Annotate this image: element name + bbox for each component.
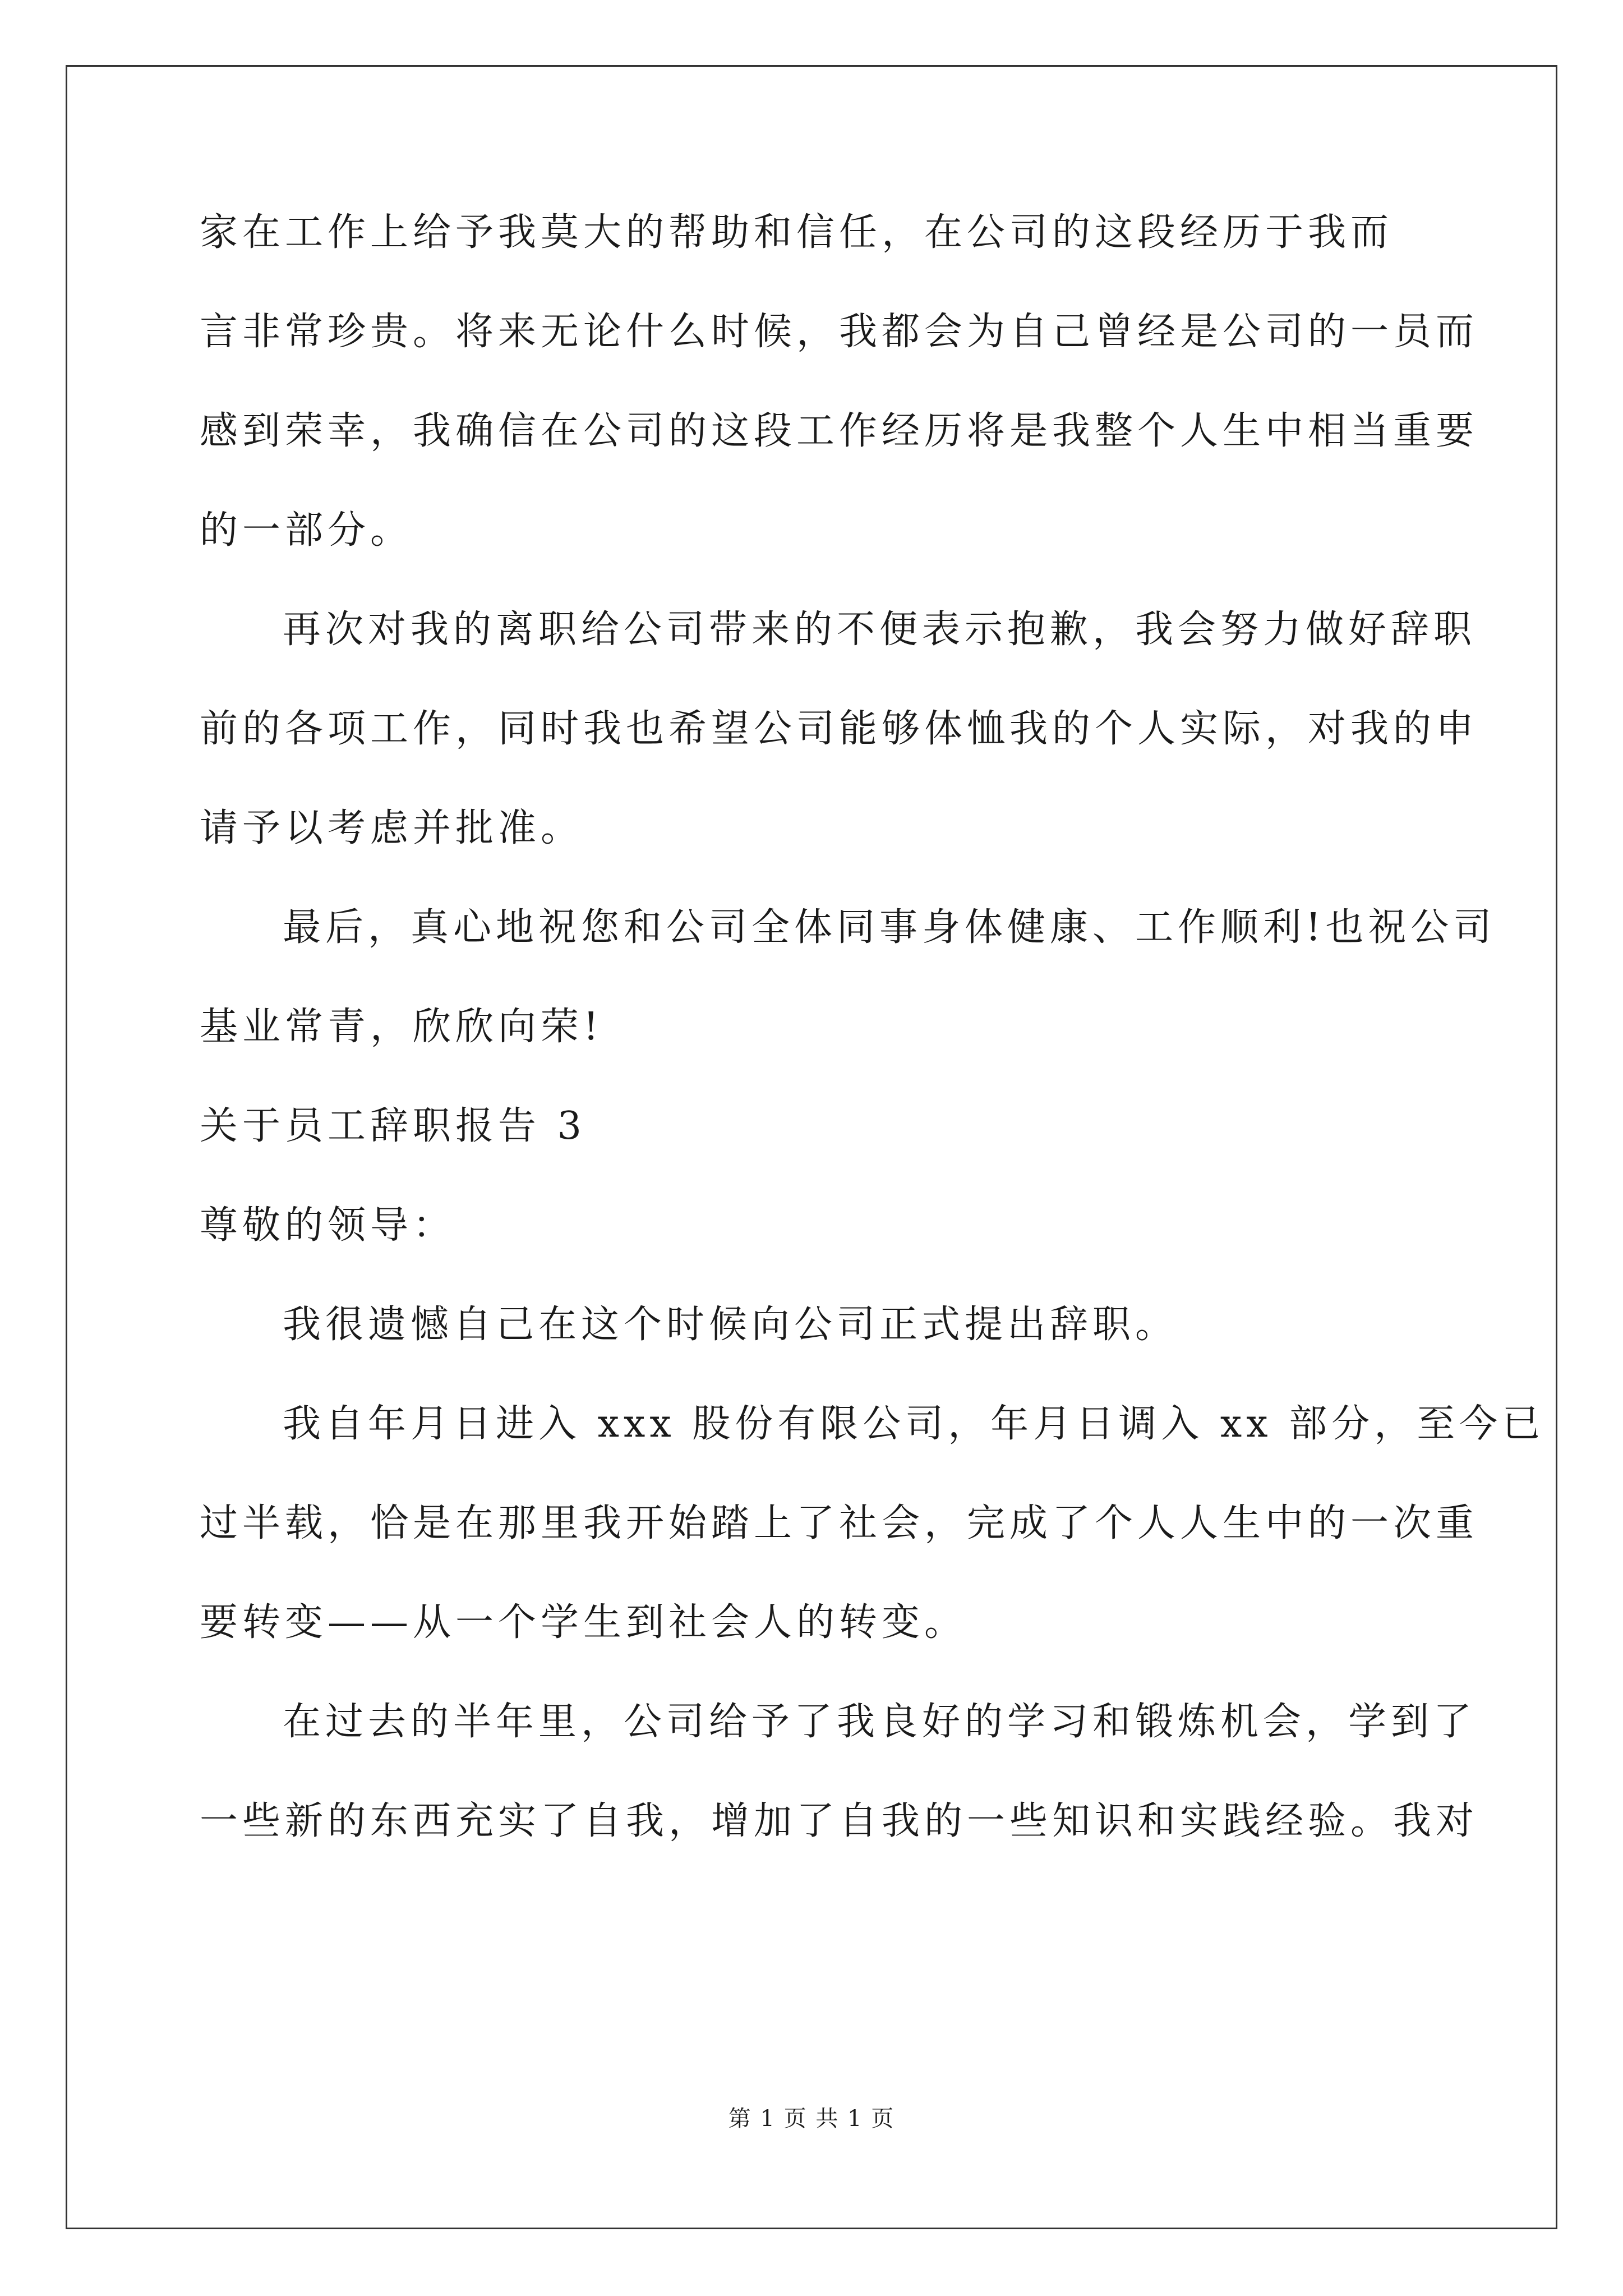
paragraph-1-line-2: 言非常珍贵。将来无论什么时候，我都会为自己曾经是公司的一员而 — [200, 310, 1479, 354]
paragraph-5-line-2: 过半载，恰是在那里我开始踏上了社会，完成了个人人生中的一次重 — [200, 1501, 1479, 1545]
paragraph-1-line-3: 感到荣幸，我确信在公司的这段工作经历将是我整个人生中相当重要 — [200, 409, 1479, 453]
paragraph-6-line-1: 在过去的半年里，公司给予了我良好的学习和锻炼机会，学到了 — [283, 1700, 1477, 1744]
paragraph-5-line-1: 我自年月日进入 xxx 股份有限公司，年月日调入 xx 部分，至今已 — [283, 1402, 1545, 1446]
paragraph-2-line-3: 请予以考虑并批准。 — [200, 806, 584, 850]
paragraph-2-line-2: 前的各项工作，同时我也希望公司能够体恤我的个人实际，对我的申 — [200, 707, 1479, 751]
paragraph-3-line-2: 基业常青，欣欣向荣! — [200, 1005, 603, 1049]
salutation: 尊敬的领导： — [200, 1203, 456, 1248]
section-title: 关于员工辞职报告 3 — [200, 1104, 586, 1148]
page-footer: 第 1 页 共 1 页 — [728, 2106, 895, 2132]
paragraph-1-line-4: 的一部分。 — [200, 508, 413, 553]
paragraph-5-line-3: 要转变——从一个学生到社会人的转变。 — [200, 1600, 967, 1645]
paragraph-6-line-2: 一些新的东西充实了自我，增加了自我的一些知识和实践经验。我对 — [200, 1799, 1479, 1843]
paragraph-1-line-1: 家在工作上给予我莫大的帮助和信任，在公司的这段经历于我而 — [200, 210, 1394, 255]
paragraph-2-line-1: 再次对我的离职给公司带来的不便表示抱歉，我会努力做好辞职 — [283, 608, 1477, 652]
paragraph-3-line-1: 最后，真心地祝您和公司全体同事身体健康、工作顺利!也祝公司 — [283, 905, 1496, 950]
paragraph-4-line-1: 我很遗憾自己在这个时候向公司正式提出辞职。 — [283, 1303, 1178, 1347]
